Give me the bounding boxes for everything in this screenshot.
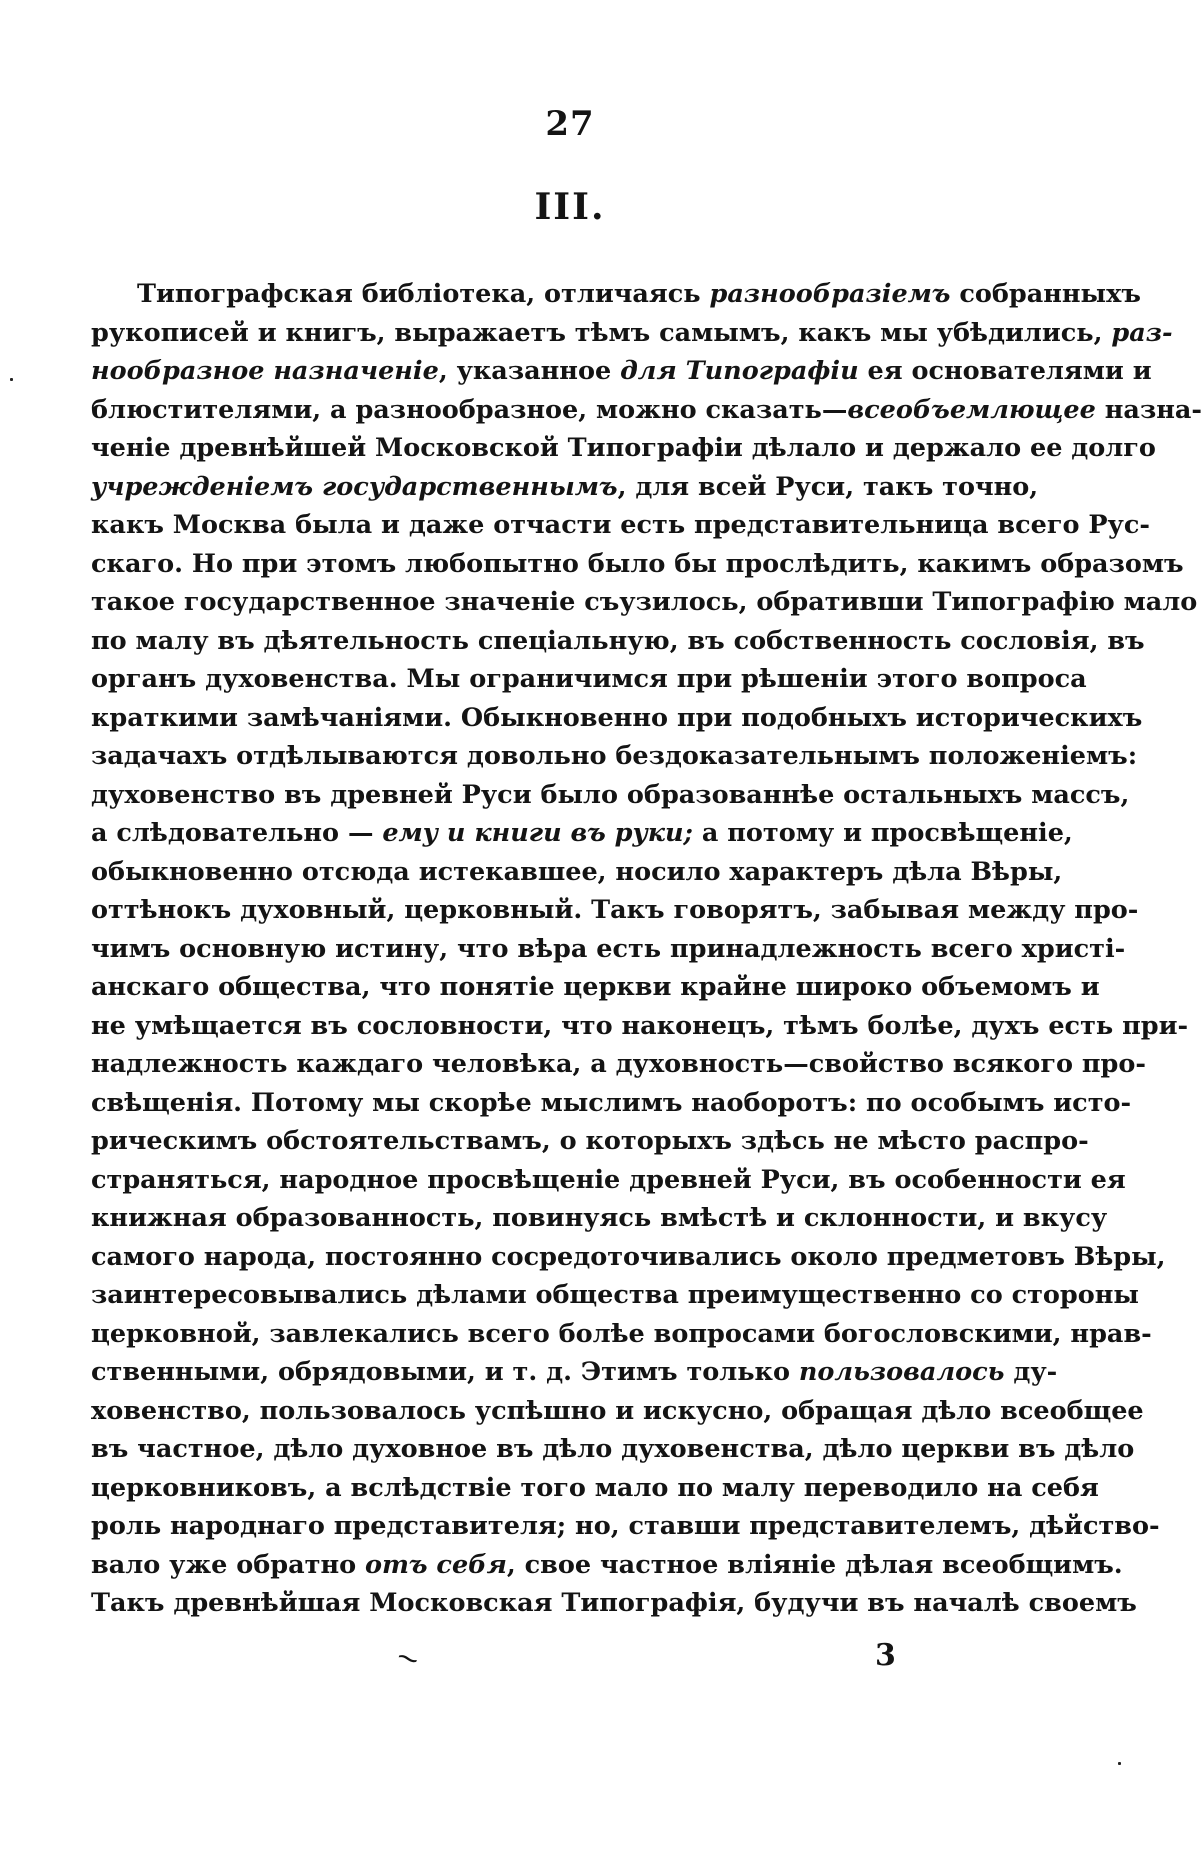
text-segment: чимъ основную истину, что вѣра есть принадлежность всего христі- bbox=[91, 933, 1126, 964]
text-line bbox=[91, 968, 1100, 1007]
text-line bbox=[91, 391, 1202, 430]
text-segment: по малу въ дѣятельность спеціальную, въ собственность сословія, въ bbox=[91, 625, 1145, 656]
printer-signature-mark: 3 bbox=[875, 1638, 896, 1673]
text-segment: церковниковъ, а вслѣдствіе того мало по малу переводило на себя bbox=[91, 1472, 1099, 1503]
text-line bbox=[91, 814, 1073, 853]
text-segment: скаго. Но при этомъ любопытно было бы прослѣдить, какимъ образомъ bbox=[91, 548, 1184, 579]
text-segment: духовенство въ древней Руси было образованнѣе остальныхъ массъ, bbox=[91, 779, 1130, 810]
italic-emphasis: пользовалось bbox=[798, 1357, 1005, 1387]
text-segment: страняться, народное просвѣщеніе древней Руси, въ особенности ея bbox=[91, 1164, 1126, 1195]
text-segment: , свое частное вліяніе дѣлая всеобщимъ. bbox=[506, 1549, 1123, 1580]
text-segment: Такъ древнѣйшая Московская Типографія, будучи въ началѣ своемъ bbox=[91, 1588, 1137, 1618]
text-segment: рическимъ обстоятельствамъ, о которыхъ здѣсь не мѣсто распро- bbox=[91, 1126, 1089, 1156]
italic-emphasis: всеобъемлющее bbox=[847, 394, 1096, 425]
text-segment: роль народнаго представителя; но, ставши представителемъ, дѣйство- bbox=[91, 1511, 1160, 1541]
text-line bbox=[91, 1353, 1058, 1392]
text-line bbox=[91, 506, 1150, 545]
text-segment: ховенство, пользовалось успѣшно и искусно, обращая дѣло всеобщее bbox=[91, 1395, 1144, 1426]
text-segment: книжная образованность, повинуясь вмѣстѣ и склонности, и вкусу bbox=[91, 1203, 1108, 1233]
text-segment: собранныхъ bbox=[950, 279, 1141, 309]
speck bbox=[1118, 1762, 1121, 1765]
text-line bbox=[91, 468, 1039, 507]
text-segment: ственными, обрядовыми, и т. д. Этимъ только bbox=[91, 1357, 799, 1387]
text-segment: краткими замѣчаніями. Обыкновенно при подобныхъ историческихъ bbox=[91, 702, 1143, 733]
text-segment: рукописей и книгъ, выражаетъ тѣмъ самымъ, какъ мы убѣдились, bbox=[91, 317, 1112, 348]
italic-emphasis: отъ себя bbox=[365, 1549, 507, 1580]
text-line bbox=[91, 853, 1063, 892]
text-segment: обыкновенно отсюда истекавшее, носило характеръ дѣла Вѣры, bbox=[91, 856, 1063, 887]
text-line bbox=[91, 930, 1126, 969]
italic-emphasis: для Типографіи bbox=[620, 356, 859, 386]
text-segment: въ частное, дѣло духовное въ дѣло духовенства, дѣло церкви въ дѣло bbox=[91, 1434, 1135, 1464]
italic-emphasis: разнообразіемъ bbox=[709, 279, 951, 309]
text-line bbox=[91, 699, 1143, 738]
body-paragraph bbox=[91, 275, 1202, 1623]
text-line bbox=[91, 1546, 1123, 1585]
text-segment: а потому и просвѣщеніе, bbox=[692, 818, 1073, 848]
page-number: 27 bbox=[545, 104, 595, 144]
text-line bbox=[91, 622, 1145, 661]
text-line bbox=[91, 314, 1173, 353]
text-segment: заинтересовывались дѣлами общества преимущественно со стороны bbox=[91, 1280, 1139, 1310]
text-line bbox=[91, 1392, 1144, 1431]
italic-emphasis: учрежденіемъ государственнымъ bbox=[91, 471, 618, 502]
text-segment: блюстителями, а разнообразное, можно сказать— bbox=[91, 394, 848, 425]
text-segment: ея основателями и bbox=[858, 356, 1152, 386]
text-segment: Типографская библіотека, отличаясь bbox=[137, 279, 710, 309]
text-line bbox=[91, 1238, 1166, 1277]
text-segment: не умѣщается въ сословности, что наконецъ, тѣмъ болѣе, духъ есть при- bbox=[91, 1010, 1189, 1041]
text-line bbox=[91, 352, 1152, 391]
text-segment: а слѣдовательно — bbox=[91, 818, 383, 848]
text-line bbox=[91, 583, 1198, 622]
text-line bbox=[91, 429, 1156, 468]
text-line bbox=[91, 1045, 1146, 1084]
text-line bbox=[91, 660, 1087, 699]
text-segment: надлежность каждаго человѣка, а духовность—свойство всякого про- bbox=[91, 1049, 1146, 1079]
text-line bbox=[91, 1084, 1132, 1123]
text-line bbox=[91, 275, 1141, 314]
text-segment: , для всей Руси, такъ точно, bbox=[617, 471, 1039, 502]
text-line bbox=[91, 1199, 1108, 1238]
text-segment: оттѣнокъ духовный, церковный. Такъ говорятъ, забывая между про- bbox=[91, 895, 1139, 925]
text-segment: назна- bbox=[1095, 394, 1202, 425]
text-segment: свѣщенія. Потому мы скорѣе мыслимъ наоборотъ: по особымъ исто- bbox=[91, 1087, 1132, 1118]
text-line bbox=[91, 1007, 1189, 1046]
text-segment: какъ Москва была и даже отчасти есть представительница всего Рус- bbox=[91, 510, 1150, 540]
text-segment: задачахъ отдѣлываются довольно бездоказательнымъ положеніемъ: bbox=[91, 741, 1138, 771]
speck bbox=[10, 378, 13, 381]
text-segment: органъ духовенства. Мы ограничимся при рѣшеніи этого вопроса bbox=[91, 664, 1087, 694]
text-line bbox=[91, 891, 1139, 930]
text-line bbox=[91, 737, 1138, 776]
text-line bbox=[91, 1507, 1160, 1546]
text-segment: , указанное bbox=[438, 356, 621, 386]
italic-emphasis: ему и книги въ руки; bbox=[382, 818, 693, 848]
section-heading: III. bbox=[534, 186, 606, 228]
text-line bbox=[91, 1430, 1135, 1469]
text-segment: анскаго общества, что понятіе церкви крайне широко объемомъ и bbox=[91, 972, 1100, 1002]
text-segment: вало уже обратно bbox=[91, 1549, 366, 1580]
text-segment: церковной, завлекались всего болѣе вопросами богословскими, нрав- bbox=[91, 1318, 1152, 1349]
text-line bbox=[91, 545, 1184, 584]
text-line bbox=[91, 1161, 1126, 1200]
italic-emphasis: нообразное назначеніе bbox=[91, 356, 439, 386]
text-line bbox=[91, 1469, 1099, 1508]
text-segment: ду- bbox=[1004, 1357, 1058, 1387]
text-line bbox=[91, 1122, 1089, 1161]
text-segment: самого народа, постоянно сосредоточивались около предметовъ Вѣры, bbox=[91, 1241, 1166, 1272]
italic-emphasis: раз- bbox=[1111, 317, 1173, 348]
text-line bbox=[91, 1584, 1137, 1623]
text-segment: ченіе древнѣйшей Московской Типографіи дѣлало и держало ее долго bbox=[91, 433, 1156, 463]
text-segment: такое государственное значеніе съузилось, обративши Типографію мало bbox=[91, 587, 1198, 617]
text-line bbox=[91, 1315, 1152, 1354]
ink-mark: ⁓ bbox=[394, 1643, 422, 1673]
text-line bbox=[91, 776, 1130, 815]
text-line bbox=[91, 1276, 1139, 1315]
